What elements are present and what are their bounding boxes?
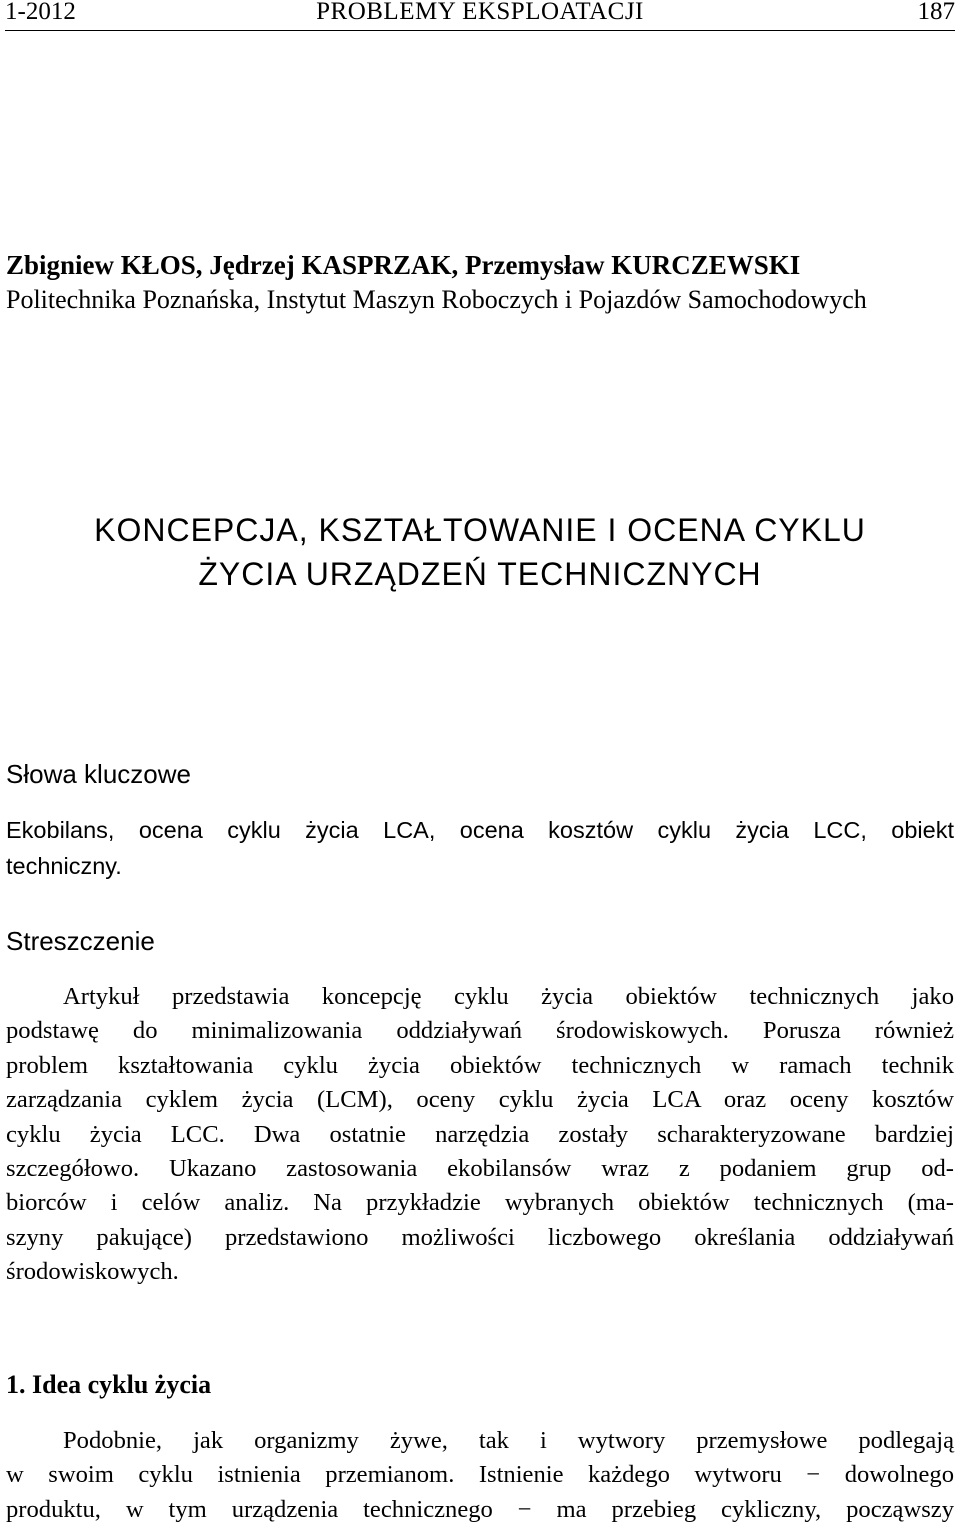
body-line: w swoim cyklu istnienia przemianom. Istnienie każdego wytworu − dowolnego [6,1461,954,1489]
journal-name: PROBLEMY EKSPLOATACJI [316,0,644,25]
section-heading: 1. Idea cyklu życia [6,1370,212,1399]
keywords-text [6,812,954,884]
abstract-text [6,980,954,1290]
abstract-line: szyny pakujące) przedstawiono możliwości liczbowego określania oddziaływań [6,1223,954,1251]
keywords-line: techniczny. [6,853,122,879]
body-line: Podobnie, jak organizmy żywe, tak i wytwory przemysłowe podlegają [63,1427,954,1454]
body-line: produktu, w tym urządzenia technicznego − ma przebieg cykliczny, począwszy [6,1495,954,1523]
abstract-line: problem kształtowania cyklu życia obiektów technicznych w ramach technik [6,1051,954,1079]
abstract-line: Artykuł przedstawia koncepcję cyklu życia obiektów technicznych jako [63,983,954,1010]
running-head [5,0,955,30]
header-rule [5,30,955,31]
keywords-heading: Słowa kluczowe [6,759,191,789]
section-body [6,1424,954,1527]
issue-number: 1-2012 [5,0,76,25]
title-line-2: ŻYCIA URZĄDZEŃ TECHNICZNYCH [198,556,762,592]
paper-title [0,508,960,596]
abstract-line: środowiskowych. [6,1258,179,1286]
keywords-line: Ekobilans, ocena cyklu życia LCA, ocena kosztów cyklu życia LCC, obiekt [6,817,954,843]
abstract-line: cyklu życia LCC. Dwa ostatnie narzędzia zostały scharakteryzowane bardziej [6,1120,954,1148]
abstract-heading: Streszczenie [6,926,155,956]
author-affiliation: Politechnika Poznańska, Instytut Maszyn Roboczych i Pojazdów Samochodowych [6,285,867,314]
abstract-line: zarządzania cyklem życia (LCM), oceny cyklu życia LCA oraz oceny kosztów [6,1086,954,1114]
title-line-1: KONCEPCJA, KSZTAŁTOWANIE I OCENA CYKLU [94,512,866,548]
abstract-line: szczegółowo. Ukazano zastosowania ekobilansów wraz z podaniem grup od- [6,1154,954,1182]
abstract-line: biorców i celów analiz. Na przykładzie wybranych obiektów technicznych (ma- [6,1189,954,1217]
author-list: Zbigniew KŁOS, Jędrzej KASPRZAK, Przemysław KURCZEWSKI [6,250,801,280]
page-number: 187 [917,0,955,25]
abstract-line: podstawę do minimalizowania oddziaływań środowiskowych. Porusza również [6,1017,954,1045]
